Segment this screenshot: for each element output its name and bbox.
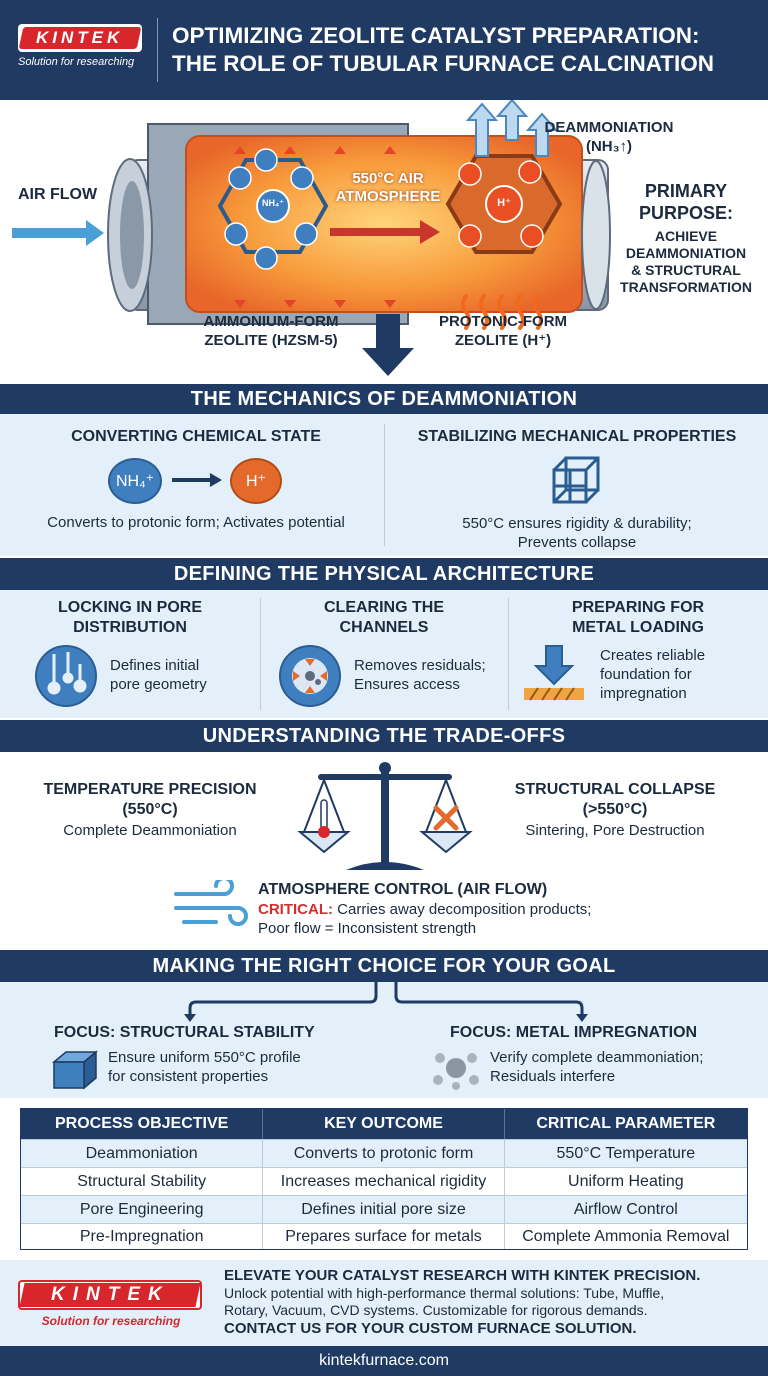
- purpose-line4: TRANSFORMATION: [620, 279, 752, 295]
- pore-distribution-text: [110, 656, 260, 694]
- air-flow-label: AIR FLOW: [18, 186, 98, 203]
- architecture-title: DEFINING THE PHYSICAL ARCHITECTURE: [173, 563, 595, 585]
- structural-stability-heading: FOCUS: STRUCTURAL STABILITY: [54, 1024, 315, 1041]
- h-center-label: H⁺: [497, 197, 511, 209]
- table-cell: Structural Stability: [21, 1168, 263, 1195]
- purpose-title-line1: PRIMARY: [644, 181, 728, 201]
- footer-url-bar: [0, 1346, 768, 1376]
- header-bar: [0, 0, 768, 100]
- pore-heading-line1: LOCKING IN PORE: [57, 599, 202, 616]
- critical-text: Carries away decomposition products;: [337, 901, 592, 918]
- metal-heading-line1: PREPARING FOR: [571, 599, 705, 616]
- tradeoffs-title: UNDERSTANDING THE TRADE-OFFS: [202, 725, 566, 747]
- footer-logo-badge: [18, 1280, 202, 1310]
- poor-flow-text: Poor flow = Inconsistent strength: [258, 920, 477, 937]
- choice-title-bar: [0, 950, 768, 982]
- atmosphere-line1: 550°C AIR: [352, 170, 424, 187]
- structural-collapse-heading: [486, 780, 744, 820]
- metal-text-line3: impregnation: [600, 685, 687, 702]
- mechanics-title-bar: [0, 384, 768, 414]
- stability-line1: Ensure uniform 550°C profile: [108, 1049, 301, 1066]
- pore-geometry-icon: [34, 644, 98, 708]
- mechanical-text-line2: Prevents collapse: [517, 534, 637, 551]
- table-cell: Converts to protonic form: [263, 1140, 504, 1167]
- cta-title: ELEVATE YOUR CATALYST RESEARCH WITH KINTEK PRECISION.: [224, 1267, 701, 1284]
- collapse-heading-line1: STRUCTURAL COLLAPSE: [514, 781, 716, 798]
- footer-url-link[interactable]: kintekfurnace.com: [319, 1352, 449, 1369]
- channels-text-line1: Removes residuals;: [354, 657, 486, 674]
- choice-title: MAKING THE RIGHT CHOICE FOR YOUR GOAL: [152, 955, 616, 977]
- nh4-label: NH₄⁺: [115, 473, 155, 490]
- page-title-line1: OPTIMIZING ZEOLITE CATALYST PREPARATION:: [172, 23, 700, 48]
- structural-stability-text: [108, 1048, 378, 1086]
- pore-distribution-heading: [0, 598, 260, 638]
- pore-text-line2: pore geometry: [110, 676, 207, 693]
- logo-text: KINTEK: [36, 28, 124, 47]
- temperature-precision-heading: [30, 780, 270, 820]
- balance-scale-icon: [290, 760, 480, 876]
- table-cell: Deammoniation: [21, 1140, 263, 1167]
- table-header-cell: PROCESS OBJECTIVE: [21, 1109, 263, 1139]
- mechanical-text-line1: 550°C ensures rigidity & durability;: [462, 515, 692, 532]
- purpose-line2: DEAMMONIATION: [625, 245, 747, 261]
- cta-line2: Rotary, Vacuum, CVD systems. Customizable for rigorous demands.: [224, 1302, 648, 1318]
- mechanics-title: THE MECHANICS OF DEAMMONIATION: [190, 388, 578, 410]
- branch-arrows: [180, 982, 600, 1022]
- collapse-heading-line2: (>550°C): [582, 801, 648, 818]
- wind-icon: [172, 880, 252, 936]
- atmosphere-control-block: [258, 880, 758, 938]
- impregnation-line1: Verify complete deammoniation;: [490, 1049, 704, 1066]
- metal-heading-line2: METAL LOADING: [572, 619, 704, 636]
- cube-lattice-icon: [548, 454, 604, 508]
- collapse-x-icon: [436, 808, 456, 828]
- purpose-line3: & STRUCTURAL: [631, 262, 741, 278]
- chemical-state-text: Converts to protonic form; Activates potential: [47, 514, 345, 531]
- pore-text-line1: Defines initial: [110, 657, 200, 674]
- temp-heading-line1: TEMPERATURE PRECISION: [43, 781, 257, 798]
- protonic-label: [420, 312, 586, 350]
- tradeoffs-section: [0, 752, 768, 948]
- clearing-channels-heading: [260, 598, 508, 638]
- channels-text-line2: Ensures access: [354, 676, 460, 693]
- metal-text-line2: foundation for: [600, 666, 692, 683]
- table-cell: Pore Engineering: [21, 1196, 263, 1223]
- deammoniation-line1: DEAMMONIATION: [544, 119, 674, 136]
- mechanics-section: [0, 414, 768, 556]
- cube-block-icon: [50, 1048, 100, 1092]
- metal-impregnation-heading: FOCUS: METAL IMPREGNATION: [450, 1024, 698, 1041]
- table-cell: Increases mechanical rigidity: [263, 1168, 504, 1195]
- atmosphere-label: [330, 170, 446, 206]
- deammoniation-line2: (NH₃↑): [585, 138, 633, 155]
- table-cell: Pre-Impregnation: [21, 1224, 263, 1249]
- atmosphere-line2: ATMOSPHERE: [335, 188, 441, 205]
- purpose-title-line2: PURPOSE:: [638, 203, 734, 223]
- impregnation-line2: Residuals interfere: [490, 1068, 616, 1085]
- logo-tagline: Solution for researching: [18, 56, 135, 68]
- metal-impregnation-text: [490, 1048, 760, 1086]
- metal-text-line1: Creates reliable: [600, 647, 706, 664]
- deammoniation-label: [534, 118, 684, 156]
- cta-contact[interactable]: CONTACT US FOR YOUR CUSTOM FURNACE SOLUTION.: [224, 1320, 637, 1337]
- table-header-cell: KEY OUTCOME: [263, 1109, 504, 1139]
- nh4-center-label: NH₄⁺: [262, 198, 285, 208]
- thermometer-icon: [321, 800, 327, 830]
- footer-logo-tagline: Solution for researching: [41, 1314, 181, 1328]
- primary-purpose: [608, 180, 764, 296]
- footer-cta-text: [224, 1266, 764, 1338]
- critical-line: [258, 900, 758, 919]
- metal-loading-heading: [508, 598, 768, 638]
- h-circle: [230, 458, 282, 504]
- pore-heading-line2: DISTRIBUTION: [73, 619, 187, 636]
- table-header-row: [21, 1109, 747, 1139]
- footer-logo-text: KINTEK: [50, 1284, 170, 1305]
- tradeoffs-title-bar: [0, 720, 768, 752]
- table-row: [21, 1223, 747, 1249]
- metal-loading-text: [600, 646, 760, 703]
- chemical-state-heading: CONVERTING CHEMICAL STATE: [71, 428, 321, 445]
- header-logo[interactable]: [18, 24, 144, 72]
- channels-heading-line1: CLEARING THE: [324, 599, 444, 616]
- header-divider: [157, 18, 158, 82]
- mechanical-properties-heading: STABILIZING MECHANICAL PROPERTIES: [417, 428, 737, 445]
- table-cell: Airflow Control: [573, 1200, 678, 1218]
- air-flow-arrow: [12, 220, 104, 246]
- channels-heading-line2: CHANNELS: [339, 619, 429, 636]
- nh4-circle: [108, 458, 162, 504]
- table-cell: 550°C Temperature: [556, 1144, 696, 1162]
- summary-table: [20, 1108, 748, 1250]
- choice-section: [0, 982, 768, 1098]
- table-cell: Prepares surface for metals: [263, 1224, 504, 1249]
- structural-collapse-text: Sintering, Pore Destruction: [525, 822, 705, 839]
- page-title: [172, 22, 762, 78]
- critical-label: CRITICAL:: [258, 901, 333, 918]
- clearing-channels-text: [354, 656, 508, 694]
- protonic-line2: ZEOLITE (H⁺): [454, 332, 552, 349]
- page-title-line2: THE ROLE OF TUBULAR FURNACE CALCINATION: [172, 51, 715, 76]
- footer-cta: [0, 1260, 768, 1346]
- footer-logo[interactable]: [18, 1280, 204, 1332]
- ammonium-line2: ZEOLITE (HZSM-5): [204, 332, 338, 349]
- architecture-title-bar: [0, 558, 768, 590]
- hero-section: [0, 100, 768, 384]
- architecture-section: [0, 590, 768, 718]
- stability-line2: for consistent properties: [108, 1068, 269, 1085]
- cta-line1: Unlock potential with high-performance thermal solutions: Tube, Muffle,: [224, 1285, 665, 1301]
- table-row: [21, 1139, 747, 1167]
- mechanical-properties-text: [392, 514, 762, 552]
- table-row: [21, 1167, 747, 1195]
- table-cell: Uniform Heating: [568, 1172, 684, 1190]
- temperature-precision-text: Complete Deammoniation: [63, 822, 237, 839]
- ammonium-label: [186, 312, 356, 350]
- protonic-line1: PROTONIC-FORM: [438, 313, 568, 330]
- kintek-logo-badge: [18, 24, 142, 52]
- table-row: [21, 1195, 747, 1223]
- particles-icon: [428, 1048, 484, 1092]
- h-label: H⁺: [246, 473, 266, 490]
- ammonium-line1: AMMONIUM-FORM: [203, 313, 339, 330]
- table-header-cell: CRITICAL PARAMETER: [536, 1115, 716, 1132]
- channel-clearing-icon: [278, 644, 342, 708]
- chemical-arrow-icon: [172, 472, 222, 488]
- table-cell: Complete Ammonia Removal: [522, 1227, 730, 1245]
- atmosphere-control-heading: ATMOSPHERE CONTROL (AIR FLOW): [258, 881, 548, 898]
- metal-loading-icon: [520, 644, 588, 704]
- temp-heading-line2: (550°C): [122, 801, 178, 818]
- purpose-line1: ACHIEVE: [654, 228, 718, 244]
- table-cell: Defines initial pore size: [263, 1196, 504, 1223]
